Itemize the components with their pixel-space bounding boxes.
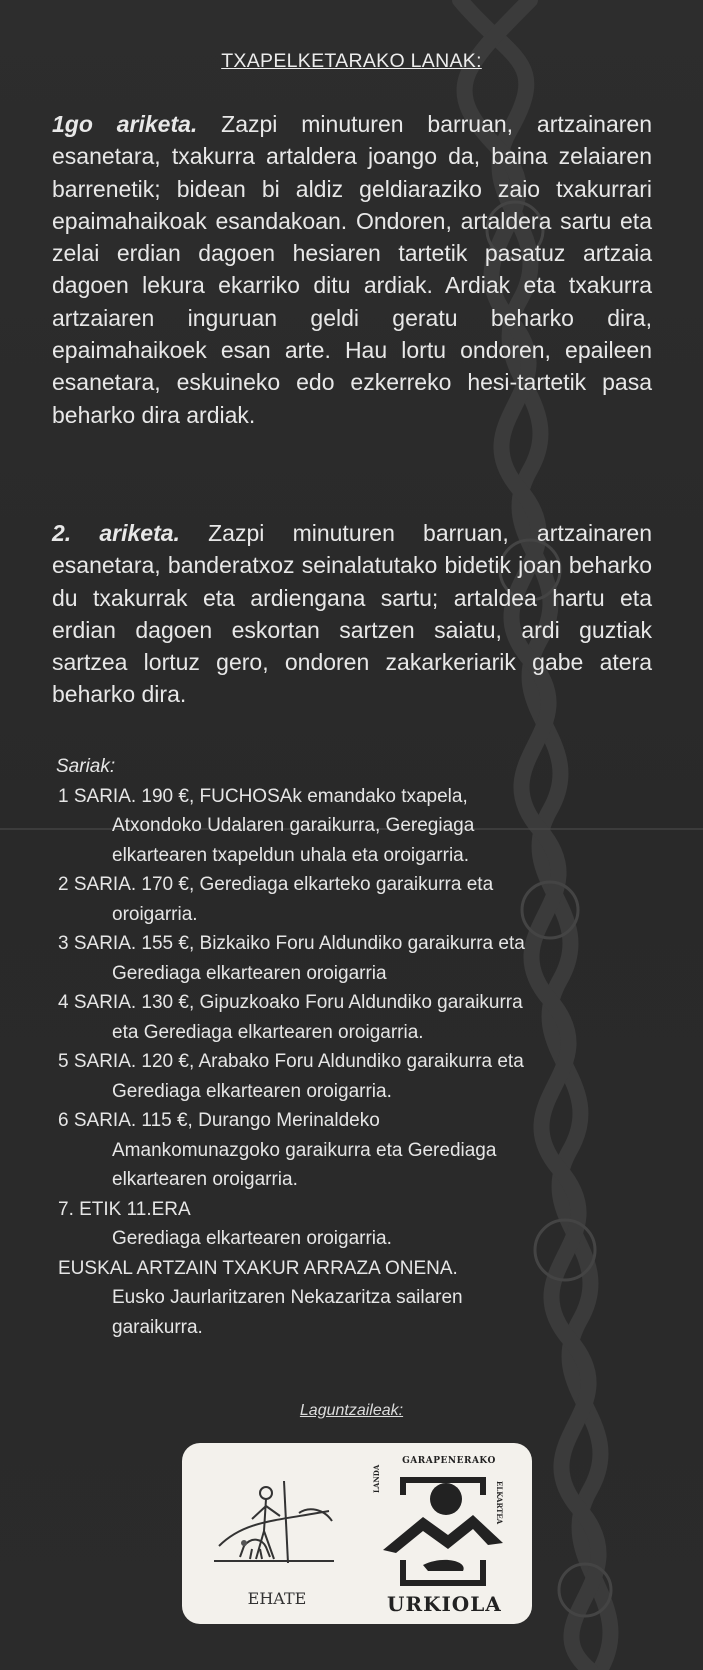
exercise-2-text: Zazpi minuturen barruan, artzainaren esanetara, banderatxoz seinalatutako bidetik joan beharko du txakurrak eta ardiengana sartu; artaldea hartu eta erdian dagoen eskortan sartzen saiatu, ardi guztiak sartzea lortuz gero, ondoren zakarkeriarik gabe atera beharko dira. bbox=[52, 520, 652, 708]
prize-detail: garaikurra. bbox=[112, 1316, 203, 1338]
exercise-1-lead: 1go ariketa. bbox=[52, 111, 198, 137]
prize-heading: 2 SARIA. 170 €, Gerediaga elkarteko garaikurra eta bbox=[58, 874, 494, 895]
prize-item bbox=[58, 1106, 668, 1195]
exercise-1-text: Zazpi minuturen barruan, artzainaren esanetara, txakurra artaldera joango da, baina zelaiaren barrenetik; bidean bi aldiz geldiaraziko zaio txakurrari epaimahaikoak esandakoan. Ondoren, artaldera sartu eta zelai erdian dagoen hesiaren tartetik pasatuz artzaia dagoen lekura ekarriko ditu ardiak. Ardiak eta txakurra artzaiaren inguruan geldi geratu beharko dira, epaimahaikoek esan arte. Hau lortu ondoren, epaileen esanetara, eskuineko edo ezkerreko hesi-tartetik pasa beharko dira ardiak. bbox=[52, 111, 652, 428]
prize-detail: Gerediaga elkartearen oroigarria bbox=[112, 962, 387, 984]
prize-heading: EUSKAL ARTZAIN TXAKUR ARRAZA ONENA. bbox=[58, 1257, 458, 1279]
prize-detail: elkartearen oroigarria. bbox=[112, 1169, 298, 1190]
prize-item bbox=[58, 1047, 668, 1106]
prize-detail: Eusko Jaurlaritzaren Nekazaritza sailaren bbox=[112, 1287, 463, 1308]
prize-heading: 3 SARIA. 155 €, Bizkaiko Foru Aldundiko garaikurra eta bbox=[58, 933, 525, 954]
prize-detail: Atxondoko Udalaren garaikurra, Geregiaga bbox=[112, 815, 475, 836]
prize-heading: 7. ETIK 11.ERA bbox=[58, 1198, 191, 1220]
prize-detail: Gerediaga elkartearen oroigarria. bbox=[112, 1228, 392, 1249]
prize-heading: 4 SARIA. 130 €, Gipuzkoako Foru Aldundiko garaikurra bbox=[58, 992, 523, 1013]
exercise-2-lead: 2. ariketa. bbox=[52, 520, 180, 546]
urkiola-logo-right-text: ELKARTEA bbox=[495, 1481, 504, 1525]
urkiola-logo-top-text: GARAPENERAKO bbox=[402, 1456, 496, 1466]
prize-heading: 6 SARIA. 115 €, Durango Merinaldeko bbox=[58, 1110, 380, 1131]
prize-item bbox=[58, 929, 668, 988]
prizes-section bbox=[58, 752, 668, 1342]
prize-item bbox=[58, 1195, 668, 1254]
prize-detail: elkartearen txapeldun uhala eta oroigarria. bbox=[112, 844, 470, 866]
prize-heading: 1 SARIA. 190 €, FUCHOSAk emandako txapela, bbox=[58, 785, 468, 807]
prize-detail: Gerediaga elkartearen oroigarria. bbox=[112, 1080, 392, 1102]
sponsors-logo-box bbox=[182, 1443, 532, 1624]
prize-detail: oroigarria. bbox=[112, 903, 198, 925]
exercise-1-paragraph bbox=[52, 108, 652, 431]
prizes-title: Sariak: bbox=[56, 756, 116, 777]
prize-detail: eta Gerediaga elkartearen oroigarria. bbox=[112, 1021, 424, 1043]
prize-item bbox=[58, 782, 668, 871]
prize-item bbox=[58, 870, 668, 929]
prize-heading: 5 SARIA. 120 €, Arabako Foru Aldundiko garaikurra eta bbox=[58, 1051, 524, 1072]
prize-item bbox=[58, 988, 668, 1047]
prize-detail: Amankomunazgoko garaikurra eta Gerediaga bbox=[112, 1139, 497, 1161]
prize-item bbox=[58, 1254, 668, 1343]
urkiola-logo-left-text: LANDA bbox=[372, 1464, 381, 1493]
exercise-2-paragraph bbox=[52, 517, 652, 711]
ehate-logo bbox=[204, 1451, 344, 1591]
urkiola-logo-text: URKIOLA bbox=[387, 1592, 502, 1616]
page-title: TXAPELKETARAKO LANAK: bbox=[221, 50, 482, 72]
ehate-logo-text: EHATE bbox=[247, 1589, 307, 1608]
sponsors-label: Laguntzaileak: bbox=[299, 1402, 404, 1419]
